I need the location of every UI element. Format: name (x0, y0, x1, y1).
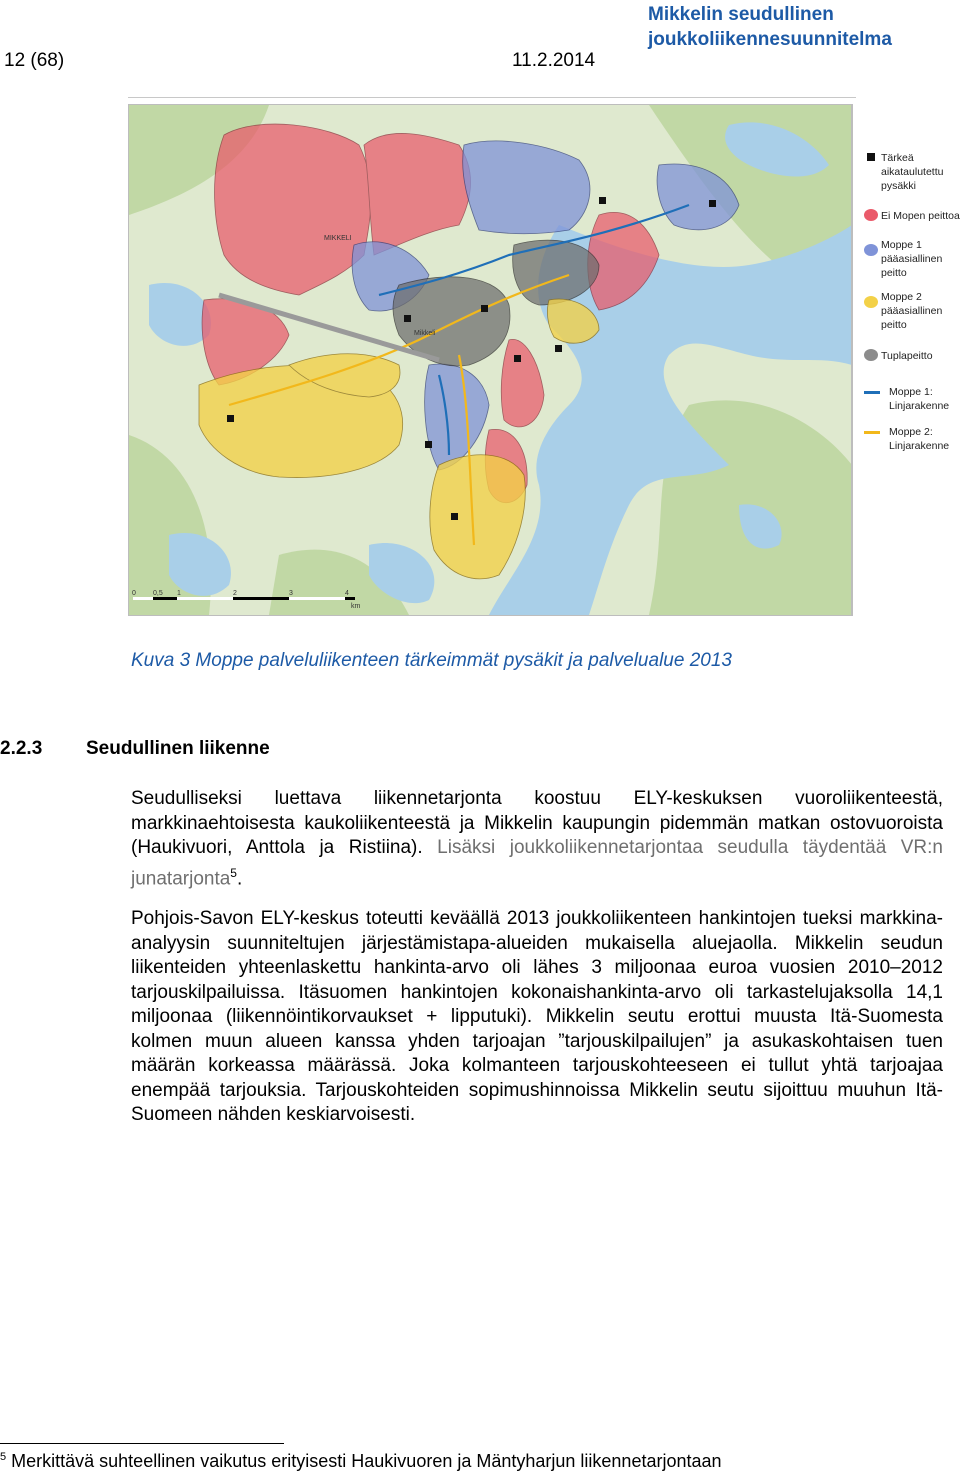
scale-tick-2: 1 (177, 590, 181, 597)
paragraph-1-end: . (236, 867, 243, 889)
scale-tick-4: 3 (289, 590, 293, 597)
scale-tick-5: 4 (345, 590, 349, 597)
legend-stop-line3: pysäkki (881, 180, 917, 192)
place-label-mikkeli-large: MIKKELI (324, 235, 352, 242)
footnote-reference[interactable]: 5 (230, 865, 237, 880)
scale-tick-0: 0 (132, 590, 136, 597)
paragraph-2: Pohjois-Savon ELY-keskus toteutti keväällä 2013 joukkoliikenteen hankintojen tueksi markkina-analyysin suunniteltujen järjestämistapa-alueiden mukaisella aluejaolla. Mikkelin seudun liikenteiden yhteenlaskettu hankinta-arvo oli lähes 3 miljoonaa euroa vuosien 2010–2012 tarjouskilpailuissa. Itäsuomen hankintojen kokonaishankinta-arvo oli tarkastelujaksolla 14,1 miljoonaa (liikennöintikorvaukset + lipputuki). Mikkelin seutu erottui muusta Itä-Suomesta kolmen muun alueen kanssa yhden tarjoajan ”tarjouskilpailujen” ja asukaskohtaisen tuen määrän korkeassa määrässä. Joka kolmanteen tarjouskohteeseen ei tullut yhtä tarjoajaa enempää tarjouksia. Tarjouskohteiden sopimushinnoissa Mikkelin seutu sijoittuu muuhun Itä-Suomeen nähden keskiarvoisesti. (131, 908, 943, 1125)
paragraph-1-text: Seudulliseksi luettava liikennetarjonta koostuu ELY-keskuksen vuoroliikenteestä, markkinaehtoisesta kaukoliikenteestä ja Mikkelin kaupungin pidemmän matkan ostovuoroista (Haukivuori, Anttola ja Ristiina). (131, 788, 943, 858)
legend-moppe1-line1: Moppe 1 (881, 239, 922, 251)
paragraph-1 (131, 787, 943, 891)
section-heading (0, 738, 270, 760)
document-title (648, 2, 892, 52)
map-graphic (129, 105, 960, 615)
legend-moppe2-route-line1: Moppe 2: (889, 426, 933, 438)
legend-moppe2-route-line2: Linjarakenne (889, 440, 950, 452)
page-number: 12 (68) (4, 50, 65, 71)
legend-no-coverage-swatch (864, 209, 878, 221)
footnote-divider (0, 1443, 284, 1444)
legend-stop-symbol (867, 153, 875, 161)
legend-moppe2-line1: Moppe 2 (881, 291, 922, 303)
figure-caption: Kuva 3 Moppe palveluliikenteen tärkeimmät pysäkit ja palvelualue 2013 (131, 650, 732, 671)
legend-stop-line2: aikataulutettu (881, 166, 944, 178)
legend-moppe2-line3: peitto (881, 319, 907, 331)
scale-unit: km (351, 603, 361, 610)
document-title-line2: joukkoliikennesuunnitelma (648, 29, 892, 50)
legend-stop-line1: Tärkeä (881, 152, 914, 164)
legend-no-coverage: Ei Mopen peittoa (881, 210, 960, 222)
legend-double-coverage: Tuplapeitto (881, 350, 933, 362)
legend-moppe1-route-line1: Moppe 1: (889, 386, 933, 398)
legend-moppe1-line3: peitto (881, 267, 907, 279)
service-area-map (128, 104, 960, 616)
place-label-mikkeli: Mikkeli (414, 330, 436, 337)
footnote-text: Merkittävä suhteellinen vaikutus erityisesti Haukivuoren ja Mäntyharjun liikennetarjontaan (11, 1451, 722, 1471)
paragraph-1-gray-text: Lisäksi joukkoliikennetarjontaa seudulla täydentää VR:n junatarjonta (131, 837, 943, 889)
section-number: 2.2.3 (0, 738, 43, 759)
scale-tick-1: 0,5 (153, 590, 163, 597)
legend-moppe2-swatch (864, 296, 878, 308)
map-legend (860, 145, 960, 475)
scale-tick-3: 2 (233, 590, 237, 597)
legend-moppe1-line2: pääasiallinen (881, 253, 943, 265)
footnote (0, 1451, 722, 1472)
legend-double-coverage-swatch (864, 349, 878, 361)
legend-moppe2-line-swatch (864, 431, 880, 434)
header-divider (128, 97, 856, 98)
legend-moppe1-route-line2: Linjarakenne (889, 400, 950, 412)
legend-moppe1-line-swatch (864, 391, 880, 394)
legend-moppe2-line2: pääasiallinen (881, 305, 943, 317)
legend-moppe1-swatch (864, 244, 878, 256)
section-title: Seudullinen liikenne (86, 738, 270, 759)
document-title-line1: Mikkelin seudullinen (648, 4, 834, 25)
footnote-number: 5 (0, 1451, 7, 1463)
document-date: 11.2.2014 (512, 50, 596, 71)
